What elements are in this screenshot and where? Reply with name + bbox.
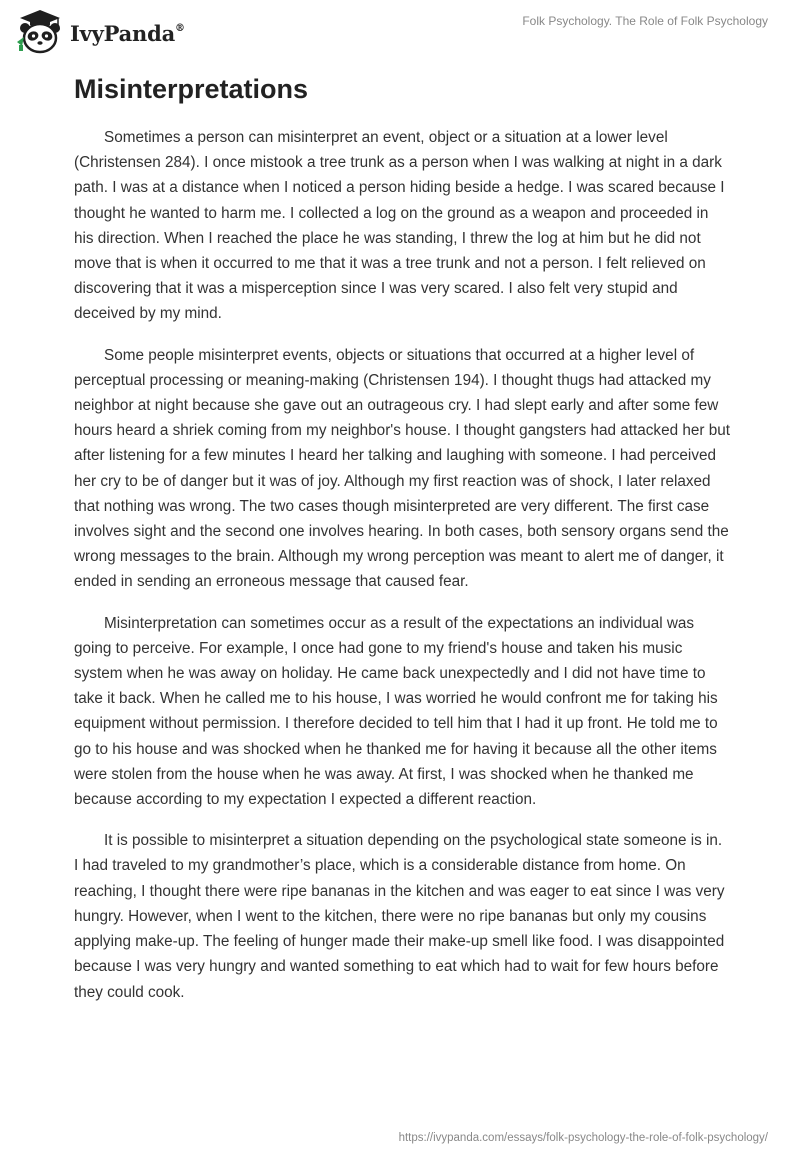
article-body xyxy=(74,74,730,1021)
paragraph: Sometimes a person can misinterpret an event, object or a situation at a lower level (Christensen 284). I once mistook a tree trunk as a person when I was walking at night in a dark path. I was at a distance when I noticed a person hiding beside a hedge. I was scared because I thought he wanted to harm me. I collected a log on the ground as a weapon and proceeded in his direction. When I reached the place he was standing, I threw the log at him but he did not move that is when it occurred to me that it was a tree trunk and not a person. I felt relieved on discovering that it was a misperception since I was very scared. I also felt very stupid and deceived by my mind. xyxy=(74,129,725,323)
source-url[interactable]: https://ivypanda.com/essays/folk-psychology-the-role-of-folk-psychology/ xyxy=(398,1132,768,1144)
brand-logo[interactable] xyxy=(14,8,185,56)
running-title: Folk Psychology. The Role of Folk Psychology xyxy=(522,14,768,28)
panda-graduate-icon xyxy=(14,8,66,56)
page-header xyxy=(0,0,800,60)
brand-name: IvyPanda® xyxy=(70,20,185,46)
paragraph: It is possible to misinterpret a situation depending on the psychological state someone is in. I had traveled to my grandmother’s place, which is a considerable distance from home. On reaching, I thought there were ripe bananas in the kitchen and was eager to eat since I was very hungry. However, when I went to the kitchen, there were no ripe bananas but only my cousins applying make-up. The feeling of hunger made their make-up smell like food. I was disappointed because I was very hungry and wanted something to eat which had to wait for few hours before they could cook. xyxy=(74,832,725,1001)
paragraph: Some people misinterpret events, objects or situations that occurred at a higher level of perceptual processing or meaning-making (Christensen 194). I thought thugs had attacked my neighbor at night because she gave out an outrageous cry. I had slept early and after some few hours heard a shriek coming from my neighbor's house. I thought gangsters had attacked her but after listening for a few minutes I heard her talking and laughing with someone. I had perceived her cry to be of danger but it was of joy. Although my first reaction was of shock, I later relaxed that nothing was wrong. The two cases though misinterpreted are very different. The first case involves sight and the second one involves hearing. In both cases, both sensory organs send the wrong messages to the brain. Although my wrong perception was meant to alert me of danger, it ended in sending an erroneous message that caused fear. xyxy=(74,346,730,591)
section-heading: Misinterpretations xyxy=(74,74,309,104)
paragraph: Misinterpretation can sometimes occur as a result of the expectations an individual was going to perceive. For example, I once had gone to my friend's house and taken his music system when he was away on holiday. He came back unexpectedly and I did not have time to take it back. When he called me to his house, I was worried he would confront me for taking his equipment without permission. I therefore decided to tell him that I had it up front. He told me to go to his house and was shocked when he thanked me for having it because all the other items were stolen from the house when he was away. At first, I was shocked when he thanked me because according to my expectation I expected a different reaction. xyxy=(74,614,718,809)
